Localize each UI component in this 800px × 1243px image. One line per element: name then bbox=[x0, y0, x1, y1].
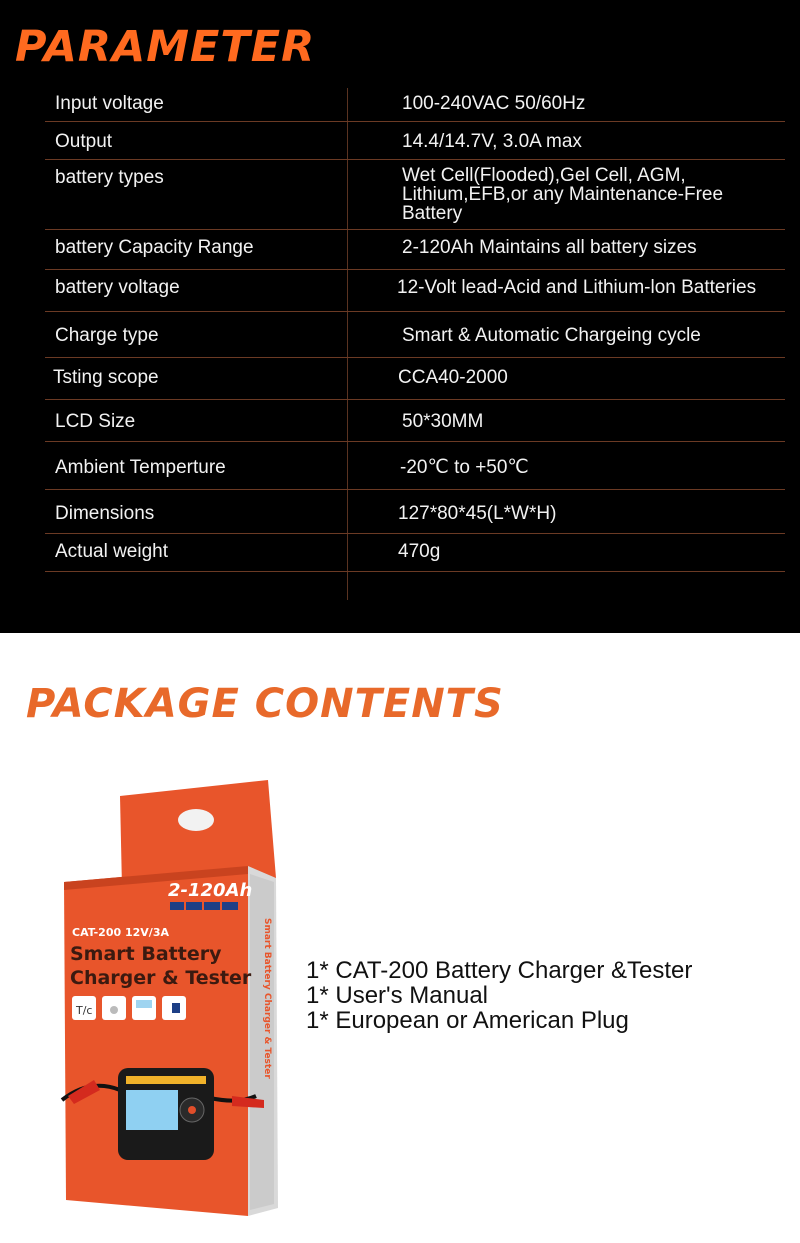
row-value: 50*30MM bbox=[402, 411, 484, 432]
row-value: Smart & Automatic Chargeing cycle bbox=[402, 325, 701, 346]
list-item: 1* CAT-200 Battery Charger &Tester bbox=[306, 957, 693, 984]
package-list bbox=[306, 958, 776, 1033]
table-row bbox=[45, 122, 785, 160]
box-name-line1: Smart Battery bbox=[70, 943, 222, 965]
row-label: Ambient Temperture bbox=[55, 457, 226, 478]
tag-badge bbox=[186, 902, 202, 910]
plug-glyph bbox=[172, 1003, 180, 1013]
box-front bbox=[64, 866, 248, 1216]
row-label: Tsting scope bbox=[53, 367, 159, 388]
box-capacity: 2-120Ah bbox=[168, 880, 253, 901]
row-value: 470g bbox=[398, 541, 441, 562]
parameter-title: PARAMETER bbox=[15, 22, 316, 72]
parameter-table bbox=[45, 84, 785, 602]
row-label: battery types bbox=[55, 167, 164, 188]
row-value: 14.4/14.7V, 3.0A max bbox=[402, 131, 582, 152]
table-row bbox=[45, 490, 785, 534]
row-label: Output bbox=[55, 131, 113, 152]
device-label-strip bbox=[126, 1076, 206, 1084]
row-label: battery Capacity Range bbox=[55, 237, 254, 258]
table-row bbox=[45, 442, 785, 490]
row-label: LCD Size bbox=[55, 411, 136, 432]
table-row bbox=[45, 230, 785, 270]
lcd-glyph bbox=[136, 1000, 152, 1008]
row-label: Dimensions bbox=[55, 503, 155, 524]
table-row bbox=[45, 84, 785, 122]
stop-glyph bbox=[110, 1006, 118, 1014]
tag-badge bbox=[204, 902, 220, 910]
tag-badge bbox=[170, 902, 184, 910]
row-value: 2-120Ah Maintains all battery sizes bbox=[402, 237, 697, 258]
list-item: 1* European or American Plug bbox=[306, 1007, 629, 1034]
table-row bbox=[45, 312, 785, 358]
list-item: 1* User's Manual bbox=[306, 982, 488, 1009]
box-model: CAT-200 12V/3A bbox=[72, 926, 169, 939]
table-row bbox=[45, 534, 785, 572]
device-lcd bbox=[126, 1090, 178, 1130]
table-row bbox=[45, 358, 785, 400]
row-label: Charge type bbox=[55, 325, 159, 346]
row-value: Wet Cell(Flooded),Gel Cell, AGM, Lithium,EFB,or any Maintenance-Free Battery bbox=[402, 165, 724, 224]
row-label: battery voltage bbox=[55, 277, 180, 298]
table-row bbox=[45, 270, 785, 312]
tag-badge bbox=[222, 902, 238, 910]
hang-hole bbox=[178, 809, 214, 831]
product-box-image bbox=[60, 778, 290, 1223]
row-value: -20℃ to +50℃ bbox=[400, 457, 529, 478]
row-value: 100-240VAC 50/60Hz bbox=[402, 93, 586, 114]
row-value: CCA40-2000 bbox=[398, 367, 508, 388]
row-label: Actual weight bbox=[55, 541, 169, 562]
row-value: 127*80*45(L*W*H) bbox=[398, 503, 557, 524]
row-value: 12-Volt lead-Acid and Lithium-lon Batteries bbox=[397, 277, 757, 298]
temperature-glyph: T/c bbox=[76, 1004, 93, 1017]
row-label: Input voltage bbox=[55, 93, 164, 114]
box-side-text: Smart Battery Charger & Tester bbox=[262, 918, 272, 1079]
package-title: PACKAGE CONTENTS bbox=[26, 681, 504, 727]
box-name-line2: Charger & Tester bbox=[70, 967, 252, 989]
product-box bbox=[60, 778, 290, 1223]
table-row bbox=[45, 160, 785, 230]
table-row bbox=[45, 400, 785, 442]
device-dial-center bbox=[188, 1106, 196, 1114]
row-divider bbox=[45, 571, 785, 572]
